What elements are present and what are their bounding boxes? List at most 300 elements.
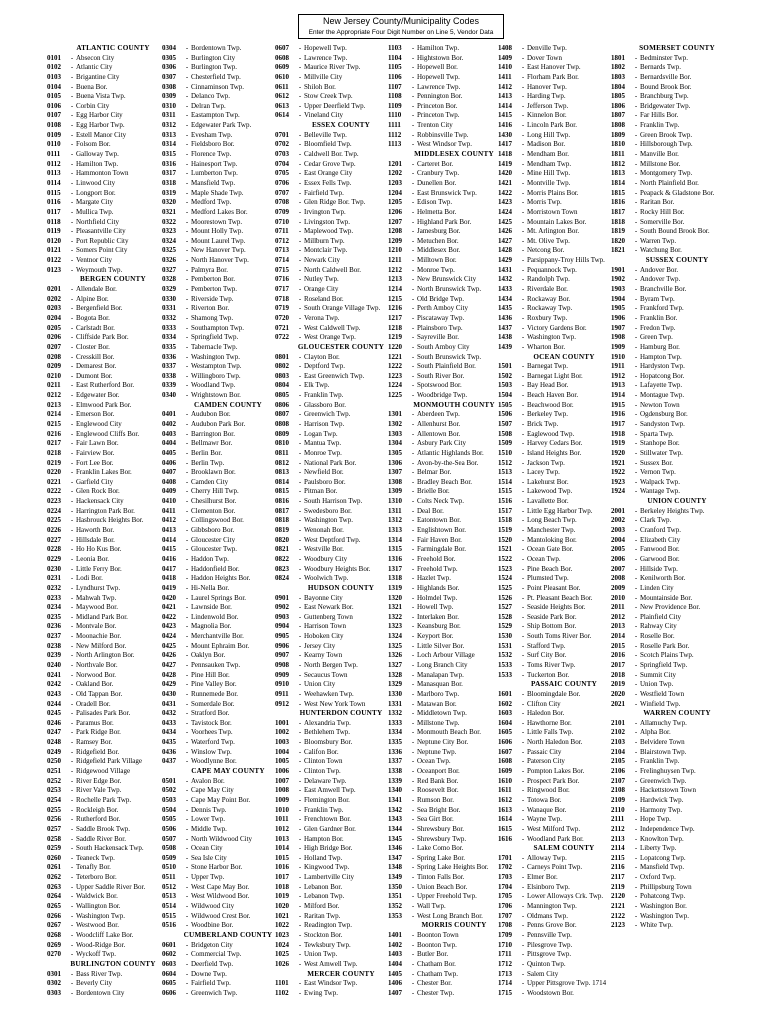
separator-dash: - [521,362,525,371]
municipality-name: Edgewater Park Twp. [191,121,252,130]
municipality-code: 1502 [498,371,512,380]
municipality-name: Sea Girt Bor. [417,815,454,824]
separator-dash: - [411,786,415,795]
separator-dash: - [634,285,638,294]
municipality-name: Harding Twp. [527,92,566,101]
separator-dash: - [634,805,638,814]
municipality-name: North Caldwell Bor. [304,265,361,274]
separator-dash: - [521,313,525,322]
municipality-row [611,555,743,565]
municipality-code: 2104 [611,747,625,756]
municipality-name: West Cape May Bor. [191,882,250,891]
municipality-name: Kearny Town [304,651,343,660]
separator-dash: - [411,275,415,284]
municipality-code: 0409 [162,487,176,496]
municipality-code: 1607 [498,747,512,756]
municipality-name: Old Bridge Twp. [417,294,465,303]
municipality-code: 0220 [47,468,61,477]
municipality-row [611,449,743,459]
municipality-name: Somerville Bor. [640,217,685,226]
separator-dash: - [411,371,415,380]
separator-dash: - [634,198,638,207]
municipality-name: Lawrence Twp. [304,53,348,62]
municipality-code: 1320 [388,593,402,602]
municipality-code: 1417 [498,140,512,149]
municipality-name: High Bridge Bor. [304,844,353,853]
separator-dash: - [298,53,302,62]
separator-dash: - [298,130,302,139]
municipality-row [611,680,743,690]
separator-dash: - [634,506,638,515]
separator-dash: - [70,333,74,342]
municipality-name: Wildwood City [191,902,235,911]
municipality-code: 1905 [611,304,625,313]
municipality-row [47,54,179,64]
municipality-name: Middlesex Bor. [417,246,461,255]
separator-dash: - [411,92,415,101]
separator-dash: - [411,497,415,506]
municipality-name: Upper Twp. [191,873,225,882]
municipality-name: Phillipsburg Town [640,882,692,891]
municipality-name: Barrington Bor. [191,429,235,438]
municipality-name: Mahwah Twp. [76,593,117,602]
county-header: BERGEN COUNTY [80,275,146,284]
separator-dash: - [634,892,638,901]
municipality-code: 0314 [162,140,176,149]
municipality-name: Delanco Twp. [191,92,231,101]
separator-dash: - [298,304,302,313]
separator-dash: - [634,574,638,583]
municipality-row [47,671,179,681]
separator-dash: - [634,178,638,187]
separator-dash: - [521,709,525,718]
separator-dash: - [634,265,638,274]
municipality-name: Pitman Bor. [304,487,338,496]
separator-dash: - [298,873,302,882]
municipality-row [47,912,179,922]
municipality-code: 0114 [47,178,61,187]
municipality-name: Ridgewood Village [76,767,131,776]
separator-dash: - [521,689,525,698]
separator-dash: - [298,72,302,81]
separator-dash: - [521,477,525,486]
municipality-name: Hopewell Bor. [417,63,458,72]
municipality-code: 1113 [388,140,402,149]
municipality-row [611,719,743,729]
municipality-name: East Orange City [304,169,353,178]
municipality-code: 0909 [275,670,289,679]
separator-dash: - [521,757,525,766]
separator-dash: - [70,593,74,602]
separator-dash: - [70,526,74,535]
municipality-code: 0204 [47,313,61,322]
municipality-code: 1403 [388,950,402,959]
separator-dash: - [634,439,638,448]
municipality-name: Liberty Twp. [640,844,677,853]
separator-dash: - [521,526,525,535]
municipality-name: Caldwell Bor. Twp. [304,150,359,159]
separator-dash: - [298,651,302,660]
municipality-code: 0502 [162,786,176,795]
municipality-code: 0718 [275,294,289,303]
municipality-code: 0506 [162,824,176,833]
municipality-code: 1702 [498,863,512,872]
separator-dash: - [298,853,302,862]
municipality-name: Bound Brook Bor. [640,82,692,91]
municipality-code: 1805 [611,92,625,101]
municipality-name: Eatontown Bor. [417,516,461,525]
municipality-row [498,970,630,980]
municipality-row [47,728,179,738]
municipality-code: 0511 [162,873,176,882]
separator-dash: - [634,535,638,544]
municipality-name: Seaside Heights Bor. [527,603,586,612]
municipality-name: South Amboy City [417,342,470,351]
separator-dash: - [70,227,74,236]
municipality-code: 1428 [498,246,512,255]
municipality-row [47,362,179,372]
separator-dash: - [298,661,302,669]
municipality-name: Deerfield Twp. [191,959,234,968]
separator-dash: - [298,111,302,120]
municipality-code: 1340 [388,786,402,795]
municipality-name: South Bound Brook Bor. [640,227,710,236]
separator-dash: - [70,207,74,216]
separator-dash: - [521,564,525,573]
municipality-name: Howell Twp. [417,603,454,612]
municipality-name: Elmwood Park Bor. [76,400,132,409]
municipality-code: 0406 [162,458,176,467]
municipality-code: 0437 [162,757,176,766]
separator-dash: - [634,612,638,621]
municipality-code: 1003 [275,738,289,747]
municipality-code: 0430 [162,689,176,698]
municipality-name: Upper Saddle River Bor. [76,882,146,891]
municipality-name: Riverdale Bor. [527,285,568,294]
municipality-code: 1907 [611,323,625,332]
separator-dash: - [521,882,525,891]
separator-dash: - [70,709,74,718]
municipality-name: South Toms River Bor. [527,632,592,641]
municipality-name: Closter Bor. [76,342,110,351]
municipality-code: 0515 [162,911,176,920]
municipality-name: Warren Twp. [640,236,677,245]
county-header: MORRIS COUNTY [421,921,487,930]
separator-dash: - [521,275,525,284]
municipality-name: Newton Town [640,400,680,409]
municipality-code: 1010 [275,805,289,814]
separator-dash: - [70,612,74,621]
municipality-code: 1024 [275,940,289,949]
municipality-name: Westwood Bor. [76,921,119,930]
municipality-code: 1336 [388,747,402,756]
municipality-name: Rutherford Bor. [76,815,121,824]
municipality-code: 0212 [47,391,61,400]
municipality-name: Haworth Bor. [76,526,115,535]
separator-dash: - [70,150,74,159]
separator-dash: - [411,612,415,621]
separator-dash: - [185,150,189,159]
municipality-code: 0605 [162,979,176,988]
municipality-name: Belvidere Town [640,738,685,747]
separator-dash: - [185,959,189,968]
municipality-row [47,796,179,806]
municipality-name: Freehold Bor. [417,554,456,563]
separator-dash: - [185,535,189,544]
municipality-row [611,921,743,931]
municipality-name: Verona Twp. [304,313,340,322]
separator-dash: - [70,140,74,149]
separator-dash: - [411,111,415,120]
separator-dash: - [298,371,302,380]
municipality-code: 0610 [275,72,289,81]
separator-dash: - [411,805,415,814]
municipality-row [47,160,179,170]
municipality-code: 0339 [162,381,176,390]
separator-dash: - [521,930,525,939]
municipality-row [47,565,179,575]
separator-dash: - [634,882,638,891]
municipality-code: 0236 [47,622,61,631]
municipality-code: 1012 [275,824,289,833]
municipality-row [611,160,743,170]
municipality-code: 0234 [47,603,61,612]
municipality-name: Alexandria Twp. [304,718,351,727]
municipality-row [611,131,743,141]
separator-dash: - [634,795,638,804]
separator-dash: - [70,940,74,949]
municipality-code: 1017 [275,873,289,882]
municipality-code: 0122 [47,256,61,265]
municipality-row [611,121,743,131]
municipality-code: 0256 [47,815,61,824]
county-header: CUMBERLAND COUNTY [183,930,273,939]
separator-dash: - [411,246,415,255]
separator-dash: - [634,227,638,236]
municipality-name: Hampton Bor. [304,834,344,843]
municipality-name: Lawrence Twp. [417,82,461,91]
municipality-row [47,526,179,536]
municipality-code: 2007 [611,564,625,573]
municipality-name: Helmetta Bor. [417,207,457,216]
separator-dash: - [634,323,638,332]
municipality-name: Little Silver Bor. [417,641,465,650]
municipality-code: 1902 [611,275,625,284]
municipality-name: Montclair Twp. [304,246,348,255]
municipality-row [47,622,179,632]
municipality-name: Roseland Bor. [304,294,344,303]
municipality-row [47,430,179,440]
separator-dash: - [70,169,74,178]
municipality-code: 0432 [162,709,176,718]
separator-dash: - [634,342,638,351]
municipality-name: Palisades Park Bor. [76,709,131,718]
municipality-code: 0112 [47,159,61,168]
municipality-code: 1009 [275,795,289,804]
municipality-row [47,381,179,391]
separator-dash: - [411,795,415,804]
separator-dash: - [70,121,74,130]
separator-dash: - [185,448,189,457]
municipality-row [611,700,743,710]
separator-dash: - [521,304,525,313]
municipality-code: 1213 [388,275,402,284]
municipality-code: 1303 [388,429,402,438]
municipality-code: 1501 [498,362,512,371]
municipality-code: 0252 [47,776,61,785]
separator-dash: - [298,950,302,959]
municipality-code: 0708 [275,198,289,207]
municipality-code: 1705 [498,892,512,901]
municipality-row [47,748,179,758]
municipality-code: 2106 [611,767,625,776]
municipality-name: White Twp. [640,921,673,930]
separator-dash: - [185,950,189,959]
municipality-name: West Milford Twp. [527,824,581,833]
municipality-name: Long Beach Twp. [527,516,577,525]
separator-dash: - [298,545,302,554]
municipality-code: 1421 [498,178,512,187]
separator-dash: - [634,458,638,467]
municipality-name: Ridgefield Park Village [76,757,142,766]
municipality-code: 1916 [611,410,625,419]
municipality-name: Oceanport Bor. [417,767,460,776]
municipality-code: 1351 [388,892,402,901]
municipality-code: 0906 [275,641,289,650]
municipality-code: 0225 [47,516,61,525]
municipality-code: 1347 [388,853,402,862]
municipality-code: 0427 [162,661,176,669]
separator-dash: - [634,834,638,843]
municipality-row [498,979,630,989]
municipality-name: Clark Twp. [640,516,672,525]
municipality-code: 1412 [498,82,512,91]
separator-dash: - [185,159,189,168]
municipality-row [47,921,179,931]
separator-dash: - [521,873,525,882]
separator-dash: - [298,535,302,544]
municipality-name: Mendham Bor. [527,150,569,159]
separator-dash: - [185,169,189,178]
separator-dash: - [411,207,415,216]
municipality-code: 2113 [611,834,625,843]
municipality-name: Hamilton Twp. [417,44,460,52]
municipality-code: 0255 [47,805,61,814]
municipality-name: Mantoloking Bor. [527,535,577,544]
municipality-code: 0709 [275,207,289,216]
municipality-name: Lavallette Bor. [527,497,569,506]
municipality-row [611,815,743,825]
municipality-name: River Edge Bor. [76,776,122,785]
municipality-name: North Bergen Twp. [304,661,358,669]
separator-dash: - [521,921,525,930]
municipality-name: Garwood Bor. [640,554,680,563]
separator-dash: - [70,603,74,612]
municipality-name: Little Egg Harbor Twp. [527,506,593,515]
municipality-name: Somers Point City [76,246,128,255]
municipality-name: Buena Vista Twp. [76,92,126,101]
municipality-name: Branchburg Twp. [640,92,689,101]
municipality-code: 1427 [498,236,512,245]
municipality-row [47,401,179,411]
separator-dash: - [411,834,415,843]
municipality-code: 1106 [388,72,402,81]
municipality-code: 0820 [275,535,289,544]
municipality-name: Runnemede Bor. [191,689,239,698]
municipality-code: 1214 [388,285,402,294]
municipality-name: Trenton City [417,121,453,130]
municipality-row [611,179,743,189]
municipality-name: Lower Alloways Crk. Twp. [527,892,604,901]
municipality-name: Dover Town [527,53,562,62]
municipality-code: 0116 [47,198,61,207]
municipality-code: 1013 [275,834,289,843]
municipality-code: 0209 [47,362,61,371]
separator-dash: - [411,294,415,303]
municipality-code: 0308 [162,82,176,91]
municipality-code: 0230 [47,564,61,573]
municipality-name: Maplewood Twp. [304,227,354,236]
municipality-name: Wantage Twp. [640,487,681,496]
municipality-code: 0719 [275,304,289,313]
separator-dash: - [70,285,74,294]
municipality-code: 1506 [498,410,512,419]
municipality-code: 0226 [47,526,61,535]
municipality-name: Carteret Bor. [417,159,454,168]
municipality-name: Andover Bor. [640,265,679,274]
municipality-code: 1312 [388,516,402,525]
municipality-code: 0720 [275,313,289,322]
municipality-name: Bloomingdale Bor. [527,689,581,698]
municipality-code: 0243 [47,689,61,698]
municipality-code: 0818 [275,516,289,525]
separator-dash: - [411,439,415,448]
municipality-name: Clifton City [527,699,561,708]
municipality-name: Elk Twp. [304,381,330,390]
municipality-code: 1203 [388,178,402,187]
municipality-code: 1101 [275,979,289,988]
municipality-row [611,584,743,594]
separator-dash: - [70,400,74,409]
municipality-code: 1816 [611,198,625,207]
municipality-name: Pohatcong Twp. [640,892,686,901]
separator-dash: - [634,448,638,457]
municipality-name: Atlantic Highlands Bor. [417,448,484,457]
municipality-name: Delaware Twp. [304,776,347,785]
municipality-name: West New York Town [304,699,366,708]
municipality-name: Laurel Springs Bor. [191,593,247,602]
municipality-code: 0911 [275,689,289,698]
municipality-name: Medford Twp. [191,198,232,207]
municipality-name: Ringwood Bor. [527,786,570,795]
municipality-code: 1349 [388,873,402,882]
separator-dash: - [185,111,189,120]
municipality-code: 0614 [275,111,289,120]
separator-dash: - [70,564,74,573]
municipality-name: Pt. Pleasant Beach Bor. [527,593,593,602]
municipality-row [47,372,179,382]
municipality-row [47,169,179,179]
separator-dash: - [634,333,638,342]
municipality-name: Linwood City [76,178,116,187]
municipality-code: 1603 [498,709,512,718]
municipality-row [611,381,743,391]
municipality-name: Matawan Bor. [417,699,457,708]
separator-dash: - [70,419,74,428]
municipality-code: 0210 [47,371,61,380]
municipality-row [611,92,743,102]
municipality-code: 1520 [498,535,512,544]
